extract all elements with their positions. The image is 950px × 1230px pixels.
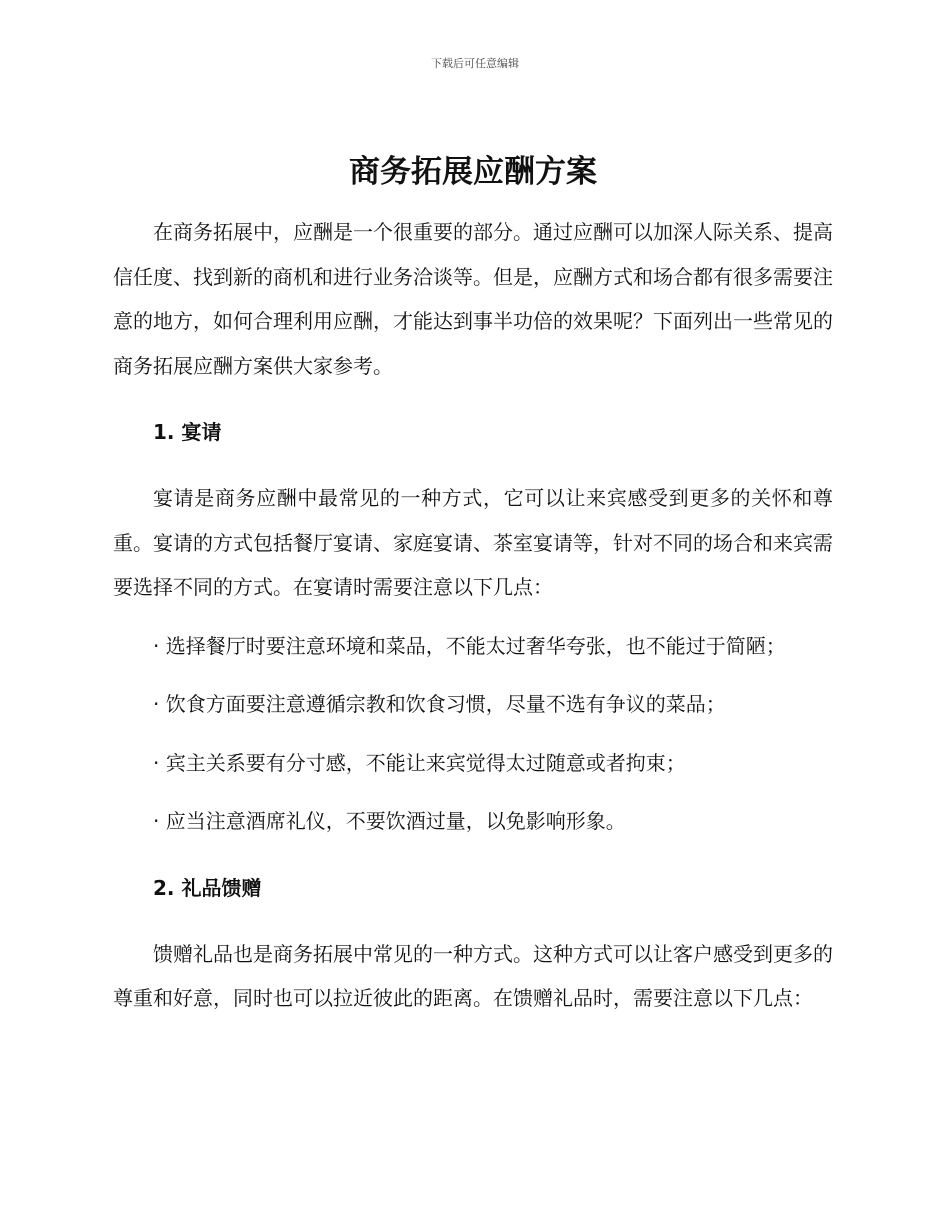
section-heading-gifts: 2. 礼品馈赠: [153, 875, 262, 900]
banquet-bullet-4: · 应当注意酒席礼仪，不要饮酒过量，以免影响形象。: [153, 809, 626, 833]
banquet-bullet-1: · 选择餐厅时要注意环境和菜品，不能太过奢华夸张，也不能过于简陋；: [153, 633, 786, 658]
document-title: 商务拓展应酬方案: [349, 154, 597, 190]
header-note: 下载后可任意编辑: [431, 57, 519, 70]
intro-paragraph: 在商务拓展中，应酬是一个很重要的部分。通过应酬可以加深人际关系、提高信任度、找到新的商机和进行业务洽谈等。但是，应酬方式和场合都有很多需要注意的地方，如何合理利用应酬，才能达到事半功倍的效果呢？下面列出一些常见的商务拓展应酬方案供大家参考。: [113, 220, 833, 378]
section-heading-banquet: 1. 宴请: [153, 420, 222, 444]
section-body-gifts: 馈赠礼品也是商务拓展中常见的一种方式。这种方式可以让客户感受到更多的尊重和好意，同时也可以拉近彼此的距离。在馈赠礼品时，需要注意以下几点：: [113, 941, 833, 1010]
banquet-bullet-3: · 宾主关系要有分寸感，不能让来宾觉得太过随意或者拘束；: [153, 750, 686, 775]
document-body: [113, 148, 833, 1021]
section-body-banquet: 宴请是商务应酬中最常见的一种方式，它可以让来宾感受到更多的关怀和尊重。宴请的方式包括餐厅宴请、家庭宴请、茶室宴请等，针对不同的场合和来宾需要选择不同的方式。在宴请时需要注意以下几点：: [113, 486, 833, 599]
banquet-bullet-2: · 饮食方面要注意遵循宗教和饮食习惯，尽量不选有争议的菜品；: [153, 692, 726, 716]
